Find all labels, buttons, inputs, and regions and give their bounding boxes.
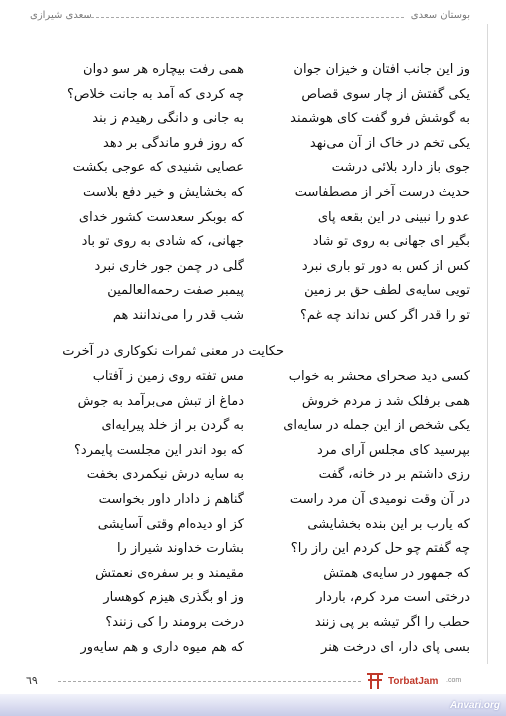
couplet xyxy=(0,443,506,467)
hemistich-second: کز او دیده‌ام وقتی آسایشی xyxy=(97,516,244,532)
hemistich-second: همی رفت بیچاره هر سو دوان xyxy=(83,62,244,77)
hemistich-second: شب قدر را می‌ندانند هم xyxy=(112,308,244,323)
hemistich-first: تویی سایه‌ی لطف حق بر زمین xyxy=(304,283,470,299)
couplet xyxy=(0,394,506,418)
site-logo[interactable] xyxy=(366,671,484,691)
hemistich-second: گناهم ز دادار داور بخواست xyxy=(98,492,244,507)
hemistich-second: درخت برومند را کی زنند؟ xyxy=(105,615,244,630)
couplet xyxy=(0,615,506,639)
logo-text: TorbatJam xyxy=(388,676,439,687)
couplet xyxy=(0,640,506,664)
hemistich-first: تو را قدر اگر کس نداند چه غم؟ xyxy=(299,308,470,323)
hemistich-first: عدو را نبینی در این بقعه پای xyxy=(317,209,470,225)
hemistich-first: کس از کس به دور تو باری نبرد xyxy=(301,258,470,274)
hemistich-first: در آن وقت نومیدی آن مرد راست xyxy=(289,492,470,507)
hemistich-second: وز او بگذری هیزم کوهسار xyxy=(103,590,244,606)
couplet xyxy=(0,111,506,135)
couplet xyxy=(0,467,506,491)
couplet xyxy=(0,517,506,541)
hemistich-first: یکی شخص از این جمله در سایه‌ای xyxy=(283,418,470,434)
section-title: حکایت در معنی ثمرات نکوکاری در آخرت xyxy=(62,344,284,359)
hemistich-first: حدیث درست آخر از مصطفاست xyxy=(294,185,470,200)
hemistich-second: جهانی، که شادی به روی تو باد xyxy=(81,234,244,250)
hemistich-first: حطب را اگر تیشه بر پی زنند xyxy=(314,615,470,630)
hemistich-first: رزی داشتم بر در خانه، گفت xyxy=(318,467,470,483)
hemistich-second: که روز فرو ماندگی بر دهد xyxy=(103,135,244,151)
hemistich-first: که یارب بر این بنده بخشایشی xyxy=(307,516,470,532)
logo-mark-icon xyxy=(366,671,384,691)
couplet xyxy=(0,566,506,590)
hemistich-second: مس تفته روی زمین ز آفتاب xyxy=(92,369,244,384)
hemistich-second: به گردن بر از خلد پیرایه‌ای xyxy=(101,418,244,434)
couplet xyxy=(0,62,506,86)
hemistich-second: مقیمند و بر سفره‌ی نعمتش xyxy=(95,565,244,581)
hemistich-second: پیمبر صفت رحمه‌العالمین xyxy=(107,283,244,299)
hemistich-second: چه کردی که آمد به جانت خلاص؟ xyxy=(66,86,244,102)
hemistich-second: به سایه درش نیکمردی بخفت xyxy=(86,467,244,483)
hemistich-first: همی برفلک شد ز مردم خروش xyxy=(301,393,470,409)
hemistich-second: که بوبکر سعدست کشور خدای xyxy=(78,209,244,225)
page-number: ٦٩ xyxy=(26,674,38,687)
couplet xyxy=(0,259,506,283)
couplet xyxy=(0,492,506,516)
hemistich-first: به گوشش فرو گفت کای هوشمند xyxy=(290,111,470,127)
hemistich-first: بسی پای دار، ای درخت هنر xyxy=(321,639,470,655)
watermark: Anvari.org xyxy=(449,700,500,711)
couplet xyxy=(0,590,506,614)
logo-suffix: .com xyxy=(446,677,462,684)
hemistich-first: جوی باز دارد بلائی درشت xyxy=(331,160,470,176)
hemistich-second: که بود اندر این مجلست پایمرد؟ xyxy=(74,442,244,458)
hemistich-second: عصایی شنیدی که عوجی بکشت xyxy=(72,160,244,176)
hemistich-first: یکی گفتش از چار سوی قصاص xyxy=(301,86,470,102)
hemistich-first: بگیر ای جهانی به روی تو شاد xyxy=(312,234,470,250)
watermark-band xyxy=(0,694,506,716)
hemistich-second: به جانی و دانگی رهیدم ز بند xyxy=(92,111,244,127)
hemistich-first: وز این جانب افتان و خیزان جوان xyxy=(293,62,470,77)
couplet xyxy=(0,185,506,209)
header-book-title: بوستان سعدی xyxy=(410,10,470,21)
hemistich-first: کسی دید صحرای محشر به خواب xyxy=(288,369,470,384)
couplet xyxy=(0,541,506,565)
header-divider xyxy=(86,17,404,18)
hemistich-second: دماغ از تبش می‌برآمد به جوش xyxy=(77,393,244,409)
hemistich-first: چه گفتم چو حل کردم این راز را؟ xyxy=(290,541,470,557)
header-author: سعدی شیرازی xyxy=(30,10,92,21)
hemistich-first: بپرسید کای مجلس آرای مرد xyxy=(316,442,470,458)
couplet xyxy=(0,283,506,307)
couplet xyxy=(0,369,506,393)
hemistich-first: یکی تخم در خاک از آن می‌نهد xyxy=(309,135,470,151)
couplet xyxy=(0,418,506,442)
hemistich-first: که جمهور در سایه‌ی همتش xyxy=(323,565,470,581)
hemistich-first: درختی است مرد کرم، باردار xyxy=(316,590,470,606)
hemistich-second: بشارت خداوند شیراز را xyxy=(116,541,244,557)
couplet xyxy=(0,210,506,234)
couplet xyxy=(0,87,506,111)
couplet xyxy=(0,136,506,160)
hemistich-second: که هم میوه داری و هم سایه‌ور xyxy=(80,639,244,655)
footer-divider xyxy=(58,681,361,682)
couplet xyxy=(0,308,506,332)
couplet xyxy=(0,160,506,184)
couplet xyxy=(0,234,506,258)
hemistich-second: که بخشایش و خیر دفع بلاست xyxy=(83,185,244,200)
hemistich-second: گلی در چمن جور خاری نبرد xyxy=(94,258,244,274)
